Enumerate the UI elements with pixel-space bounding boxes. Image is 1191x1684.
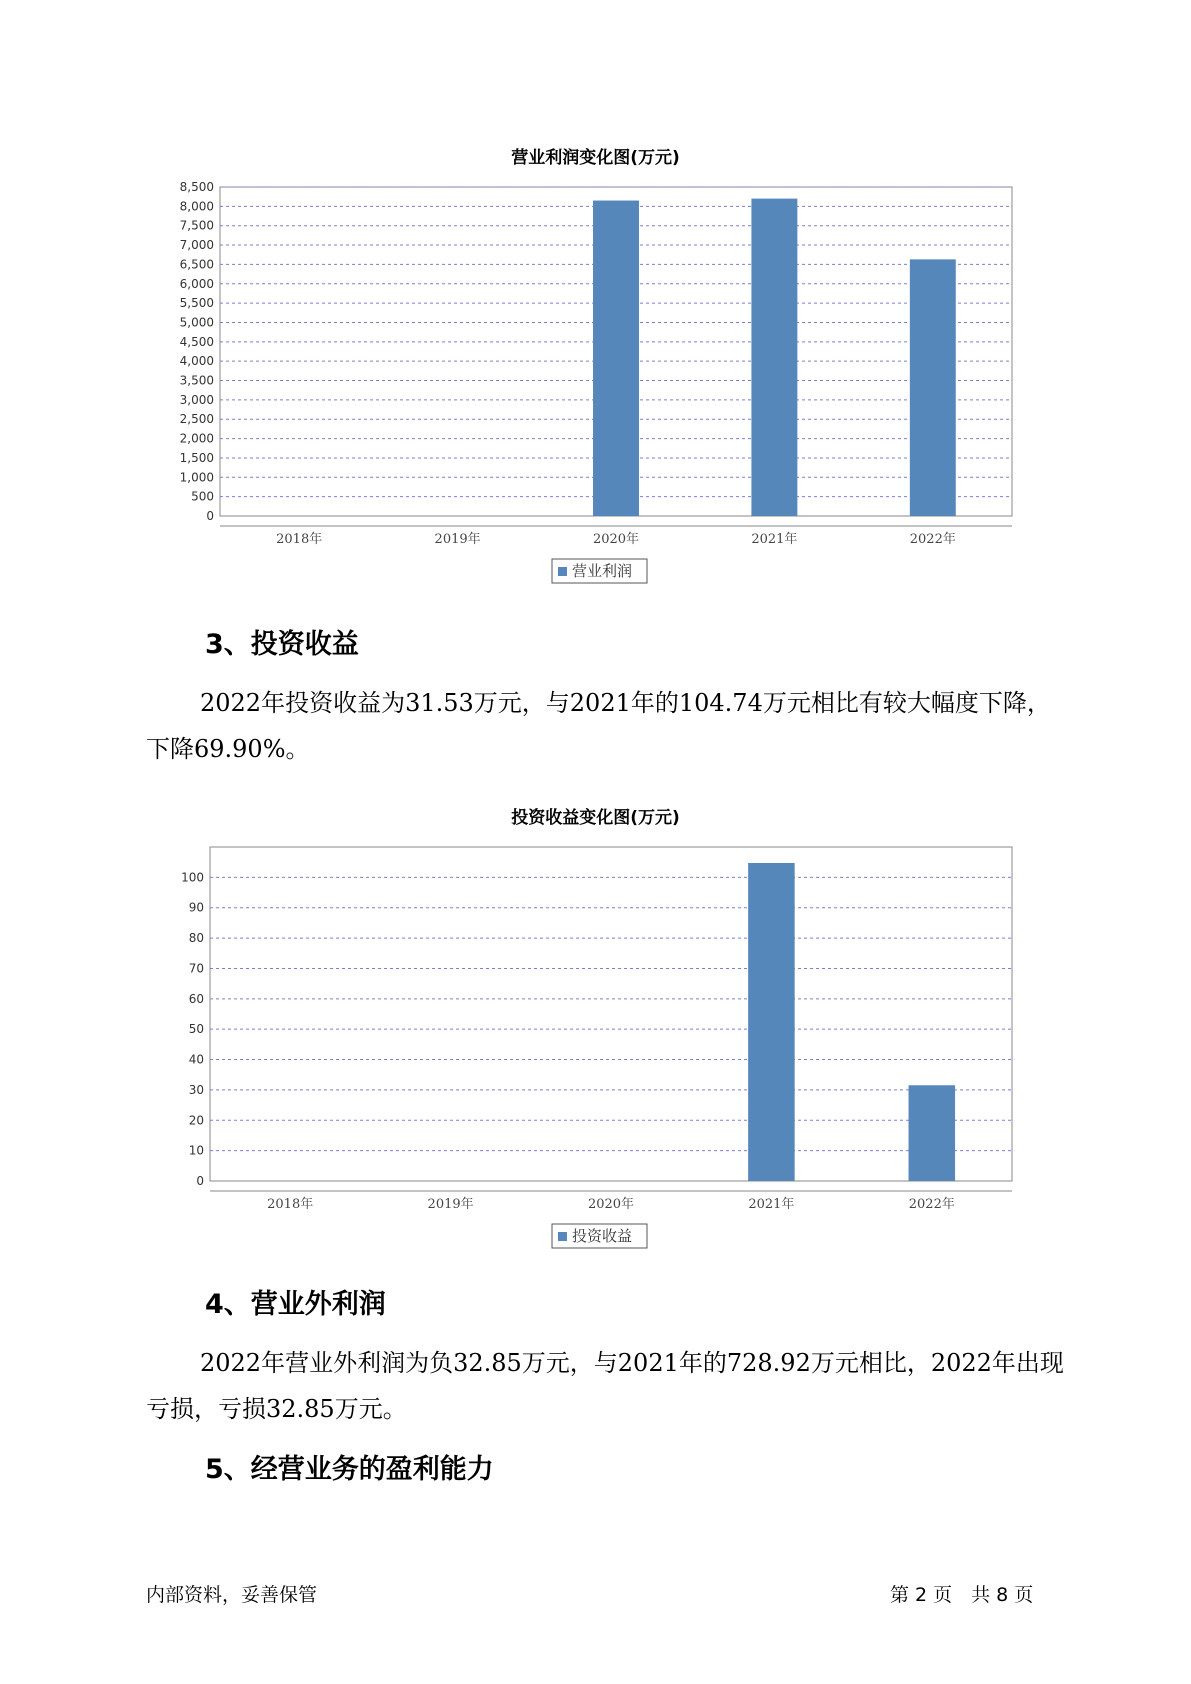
- y-tick-label: 5,000: [179, 315, 214, 330]
- y-tick-label: 4,000: [179, 354, 214, 369]
- y-tick-label: 30: [188, 1082, 204, 1097]
- x-tick-label: 2022年: [908, 1197, 955, 1212]
- page-prefix: 第: [890, 1584, 910, 1606]
- y-tick-label: 10: [188, 1143, 204, 1158]
- section-3-text: 2022年投资收益为31.53万元，与2021年的104.74万元相比有较大幅度下降，下降69.90%。: [146, 689, 1051, 763]
- y-tick-label: 500: [191, 489, 214, 504]
- page-mid: 页 共: [933, 1584, 991, 1606]
- y-tick-label: 8,500: [179, 180, 214, 194]
- section-5-heading: 5、经营业务的盈利能力: [205, 1454, 494, 1485]
- bar-2022年: [909, 1085, 956, 1181]
- section-4-text: 2022年营业外利润为负32.85万元，与2021年的728.92万元相比，2022年出现亏损，亏损32.85万元。: [146, 1349, 1064, 1423]
- page-suffix: 页: [1014, 1584, 1034, 1606]
- y-tick-label: 40: [188, 1052, 204, 1067]
- x-tick-label: 2018年: [276, 532, 323, 547]
- footer-confidential-note: 内部资料，妥善保管: [146, 1584, 318, 1606]
- x-tick-label: 2020年: [592, 532, 640, 547]
- y-tick-label: 7,500: [179, 218, 214, 233]
- chart-1-title: 营业利润变化图(万元): [511, 148, 680, 168]
- y-tick-label: 7,000: [179, 238, 214, 253]
- y-tick-label: 90: [188, 900, 204, 915]
- page-number: [890, 1580, 1039, 1607]
- y-tick-label: 4,500: [179, 334, 214, 349]
- x-tick-label: 2021年: [751, 532, 798, 547]
- x-tick-label: 2018年: [267, 1197, 314, 1212]
- y-tick-label: 100: [181, 870, 204, 885]
- y-tick-label: 60: [188, 991, 204, 1006]
- section-4-heading: 4、营业外利润: [205, 1289, 386, 1320]
- y-tick-label: 2,000: [179, 431, 214, 446]
- bar-2022年: [910, 259, 956, 516]
- legend-swatch: [558, 567, 567, 576]
- y-tick-label: 20: [188, 1113, 204, 1128]
- page-total: 8: [996, 1584, 1009, 1606]
- page-current: 2: [915, 1584, 928, 1606]
- y-tick-label: 5,500: [179, 296, 214, 311]
- y-tick-label: 1,000: [179, 470, 214, 485]
- y-tick-label: 6,500: [179, 257, 214, 272]
- y-tick-label: 8,000: [179, 199, 214, 214]
- y-tick-label: 50: [188, 1022, 204, 1037]
- bar-2021年: [748, 863, 795, 1181]
- y-tick-label: 2,500: [179, 412, 214, 427]
- y-tick-label: 0: [206, 509, 214, 523]
- section-3-heading: 3、投资收益: [205, 629, 359, 660]
- y-tick-label: 1,500: [179, 450, 214, 465]
- legend-label: 投资收益: [572, 1227, 633, 1245]
- y-tick-label: 3,500: [179, 373, 214, 388]
- chart-2-title: 投资收益变化图(万元): [511, 808, 680, 828]
- y-tick-label: 70: [188, 961, 204, 976]
- x-tick-label: 2021年: [748, 1197, 795, 1212]
- y-tick-label: 3,000: [179, 392, 214, 407]
- operating-profit-chart: [0, 140, 1191, 600]
- bar-2021年: [751, 199, 797, 516]
- x-tick-label: 2022年: [909, 532, 956, 547]
- legend-swatch: [558, 1232, 567, 1241]
- bar-2020年: [593, 201, 639, 516]
- y-tick-label: 80: [188, 931, 204, 946]
- x-tick-label: 2019年: [427, 1197, 474, 1212]
- legend-label: 营业利润: [572, 562, 633, 580]
- x-tick-label: 2020年: [587, 1197, 635, 1212]
- x-tick-label: 2019年: [434, 532, 481, 547]
- y-tick-label: 6,000: [179, 276, 214, 291]
- investment-income-chart: [0, 800, 1191, 1260]
- plot-area: [210, 847, 1012, 1181]
- y-tick-label: 0: [196, 1174, 204, 1188]
